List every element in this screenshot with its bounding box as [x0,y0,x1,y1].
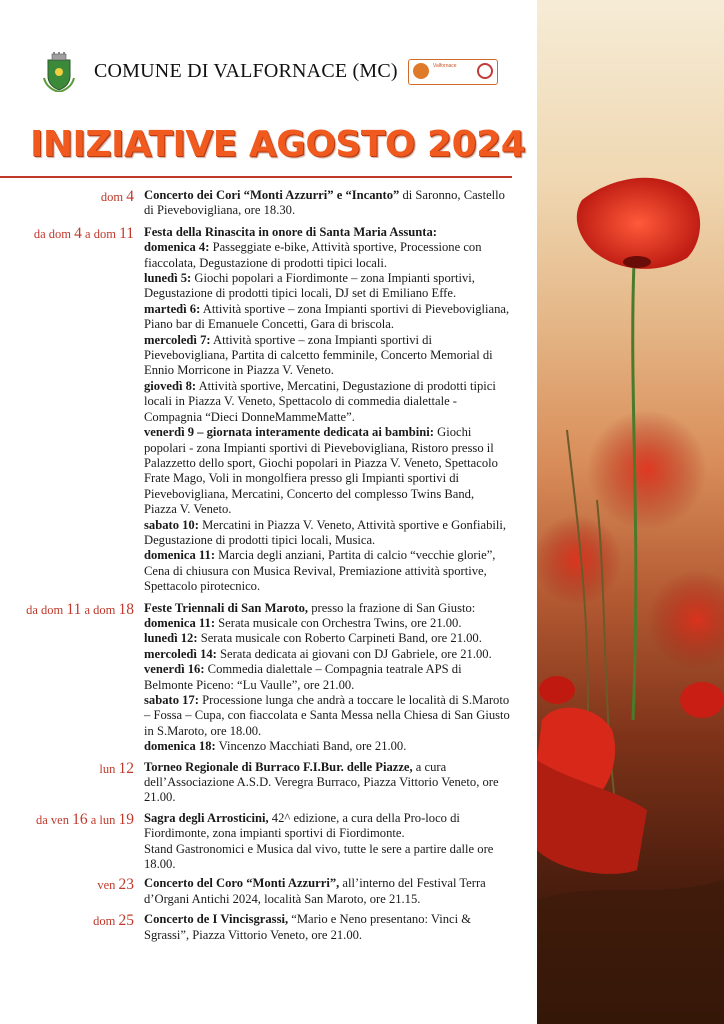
event-line-heading: venerdì 9 – giornata interamente dedicata ai bambini: [144,425,434,440]
event-line [144,548,510,594]
event-line [144,693,510,739]
event-list [0,188,537,943]
event-date: dom 4 [100,188,134,205]
valfornace-logo [408,59,498,85]
event-line [144,601,510,616]
event-item [0,601,537,755]
event-description [144,811,510,873]
event-line [144,616,510,631]
event-line-heading: sabato 17: [144,693,199,707]
event-item [0,188,537,219]
event-line-text: presso la frazione di San Giusto: [308,600,476,615]
event-description [144,760,510,806]
event-line [144,333,510,379]
event-line-text: Giochi popolari a Fiordimonte – zona Impianti sportivi, Degustazione di prodotti tipici locali, DJ set di Emiliano Effe. [144,271,475,301]
event-line-heading: martedì 6: [144,301,201,316]
event-line-heading: domenica 11: [144,615,216,630]
event-item [0,912,537,943]
event-line-heading: venerdì 16: [144,662,205,677]
event-line-text: Attività sportive – zona Impianti sportivi di Pievebovigliana, Partita di calcetto femminile, Concerto Memorial di Ennio Morricone in Piazza V. Veneto. [144,332,493,378]
comune-name: COMUNE DI VALFORNACE (MC) [94,60,398,82]
event-line-text: Attività sportive, Mercatini, Degustazione di prodotti tipici locali in Piazza V. Veneto, Spettacolo di commedia dialettale - Compagnia “Dieci DonneMammeMatte”. [144,378,496,424]
event-line-heading: lunedì 5: [144,271,192,286]
event-description [144,225,510,595]
event-line [144,379,510,425]
event-description [144,912,510,943]
event-line-text: Vincenzo Macchiati Band, ore 21.00. [215,739,407,754]
event-line-text: Giochi popolari - zona Impianti sportivi di Pievebovigliana, Ristoro presso il Palazzetto dello sport, Giochi popolari in Piazza V. Veneto, Spettacolo Frate Mago, Voli in mongolfiera presso gli Impianti sportivi di Pievebovigliana, Mercatini, Concerto del complesso Twins Band, Piazza V. Veneto. [144,425,498,517]
event-line [144,876,510,907]
poppy-photo [537,0,724,1024]
event-line-heading: domenica 11: [144,548,216,563]
event-line [144,518,510,549]
event-line-heading: Sagra degli Arrosticini, [144,810,269,825]
event-line [144,647,510,662]
municipal-crest-icon [42,52,76,92]
event-line-heading: domenica 18: [144,739,216,754]
event-line-text: a cura dell’Associazione A.S.D. Veregra Burraco, Piazza Vittorio Veneto, ore 21.00. [144,759,499,805]
logo-text: Valfornace [433,63,457,69]
event-description [144,601,510,755]
event-line [144,760,510,806]
event-line-heading: lunedì 12: [144,631,198,646]
event-line [144,240,510,271]
event-description [144,188,510,219]
event-date: ven 23 [97,876,134,894]
event-item [0,225,537,595]
event-line-text: Serata dedicata ai giovani con DJ Gabriele, ore 21.00. [216,646,492,661]
event-date: dom 25 [93,912,134,930]
event-item [0,876,537,907]
event-line-text: Processione lunga che andrà a toccare le località di S.Maroto – Fossa – Cupa, con fiaccolata e Santa Messa nella Chiesa di San Giusto in S.Maroto, ore 18.00. [144,693,510,738]
event-line-text: all’interno del Festival Terra d’Organi Antichi 2024, località San Maroto, ore 21.15. [144,876,486,906]
event-line-heading: Concerto del Coro “Monti Azzurri”, [144,876,340,891]
event-line-text: Marcia degli anziani, Partita di calcio “vecchie glorie”, Cena di chiusura con Musica Revival, Premiazione attività sportive, Spettacolo pirotecnico. [144,548,496,594]
event-line [144,631,510,646]
event-line-text: Passeggiate e-bike, Attività sportive, Processione con fiaccolata, Degustazione di prodotti tipici locali. [144,240,482,270]
poppy-illustration [537,0,724,1024]
event-line [144,842,510,873]
event-line-text: Serata musicale con Orchestra Twins, ore 21.00. [215,615,462,630]
event-line [144,425,510,517]
event-line-heading: mercoledì 14: [144,646,217,661]
event-line-heading: Festa della Rinascita in onore di Santa Maria Assunta: [144,224,437,239]
event-line [144,271,510,302]
event-line [144,188,510,219]
event-line [144,739,510,754]
event-line [144,225,510,240]
event-line-heading: domenica 4: [144,240,210,255]
event-line-text: Stand Gastronomici e Musica dal vivo, tutte le sere a partire dalle ore 18.00. [144,841,494,872]
event-line [144,302,510,333]
event-date: da dom 4 a dom 11 [33,224,134,242]
event-date: lun 12 [99,759,134,777]
event-line-text: Commedia dialettale – Compagnia teatrale APS di Belmonte Piceno: “Lu Vaulle”, ore 21.00. [144,662,462,692]
event-line-text: Serata musicale con Roberto Carpineti Band, ore 21.00. [197,631,482,646]
title-divider [0,176,512,178]
event-line-heading: Feste Triennali di San Maroto, [144,600,309,615]
event-line-heading: sabato 10: [144,517,199,532]
event-line [144,662,510,693]
event-line-heading: giovedì 8: [144,378,197,393]
event-line-heading: mercoledì 7: [144,332,211,347]
event-line-text: “Mario e Neno presentano: Vinci & Sgrassi”, Piazza Vittorio Veneto, ore 21.00. [144,912,472,942]
event-item [0,811,537,873]
event-line-text: Mercatini in Piazza V. Veneto, Attività sportive e Gonfiabili, Degustazione di prodotti tipici locali, Musica. [144,517,507,547]
event-line-heading: Concerto dei Cori “Monti Azzurri” e “Incanto” [144,188,400,202]
event-line-heading: Concerto de I Vincisgrassi, [144,912,289,927]
event-date: da ven 16 a lun 19 [35,810,134,828]
logo-badge-icon [477,63,493,79]
header [42,50,502,96]
event-line-text: di Saronno, Castello di Pievebovigliana, ore 18.30. [144,188,505,218]
event-date: da dom 11 a dom 18 [26,600,134,618]
logo-mark-icon [413,63,429,79]
event-line [144,912,510,943]
event-item [0,760,537,806]
page-title: INIZIATIVE AGOSTO 2024 [30,124,526,165]
event-description [144,876,510,907]
event-line [144,811,510,842]
event-line-text: Attività sportive – zona Impianti sportivi di Pievebovigliana, Piano bar di Emanuele Concetti, Gara di briscola. [144,301,510,332]
event-line-text: 42^ edizione, a cura della Pro-loco di Fiordimonte, zona impianti sportivi di Fiordimonte. [144,810,460,841]
event-line-heading: Torneo Regionale di Burraco F.I.Bur. delle Piazze, [144,759,413,774]
